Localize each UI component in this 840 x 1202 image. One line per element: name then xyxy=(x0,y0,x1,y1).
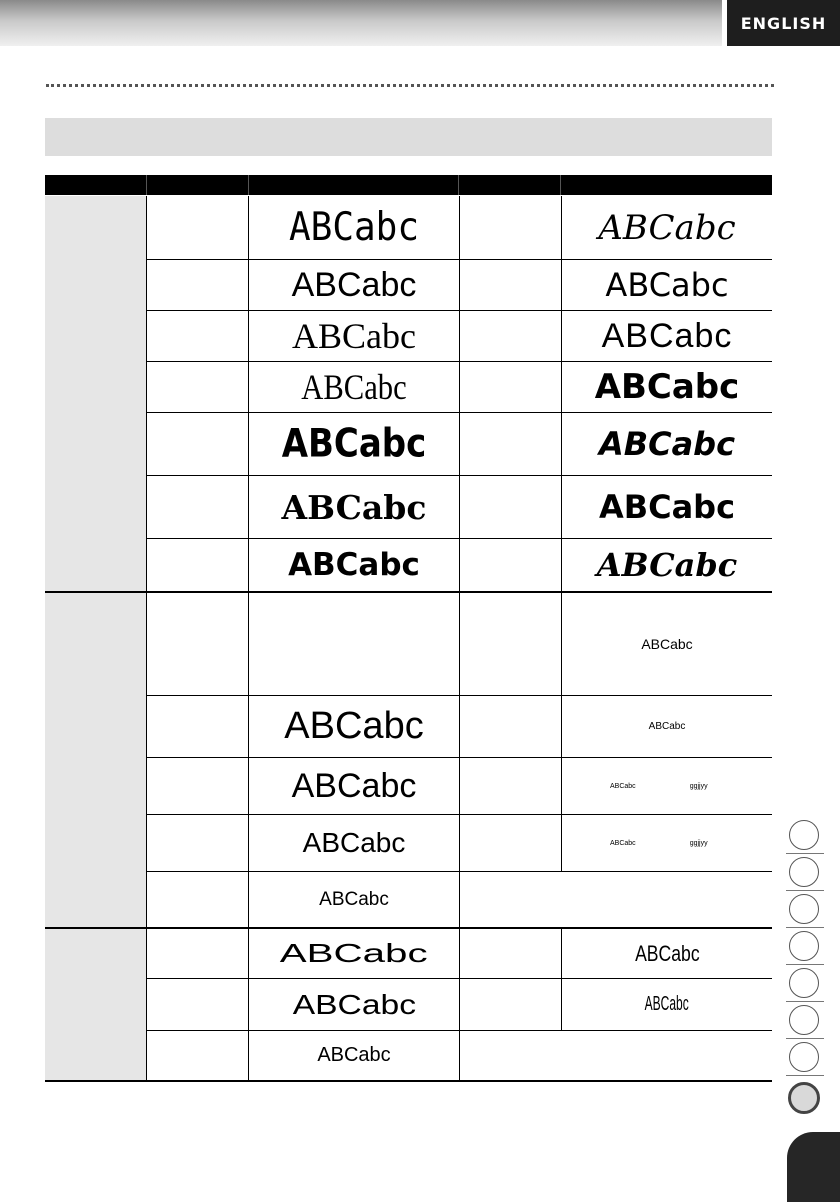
size-sample: ABCabc xyxy=(610,782,636,790)
row-divider xyxy=(147,871,772,872)
font-sample: ABCabc xyxy=(598,425,736,463)
font-sample: ABCabc xyxy=(598,488,736,526)
section-title-bar xyxy=(45,118,772,156)
font-sample: ABCabc xyxy=(288,204,420,251)
table-bottom-border xyxy=(45,1080,772,1082)
font-sample: ABCabc xyxy=(301,367,407,407)
font-sample: ABCabc xyxy=(594,367,740,407)
size-sample: ABCabc xyxy=(302,827,406,858)
chapter-tab-active[interactable] xyxy=(788,1082,820,1114)
font-sample: ABCabc xyxy=(605,266,729,304)
chapter-tab-circle[interactable] xyxy=(789,931,819,961)
font-sample: ABCabc xyxy=(292,316,416,356)
chapter-tab-circle[interactable] xyxy=(789,1042,819,1072)
size-sample: ABCabc xyxy=(648,721,686,732)
size-sample: ABCabc xyxy=(641,636,693,652)
width-sample: ABCabc xyxy=(644,993,690,1015)
row-divider xyxy=(147,1030,772,1031)
font-sample: ABCabc xyxy=(601,316,733,355)
width-sample: ABCabc xyxy=(292,988,416,1020)
group-cell-size xyxy=(45,592,147,927)
chapter-tab-circle[interactable] xyxy=(789,857,819,887)
font-sample: ABCabc xyxy=(291,265,417,304)
chapter-tab-circle[interactable] xyxy=(789,894,819,924)
size-sample: ABCabc xyxy=(610,839,636,847)
column-divider xyxy=(459,196,460,1080)
font-sample: ABCabc xyxy=(281,487,427,527)
header-gradient-bar xyxy=(0,0,722,46)
font-sample: ABCabc xyxy=(288,547,420,583)
font-sample: ABCabc xyxy=(598,207,736,248)
width-sample: ABCabc xyxy=(280,938,428,968)
size-sample: ABCabc xyxy=(319,888,389,910)
font-sample: ABCabc xyxy=(596,546,738,584)
size-sample: ABCabc xyxy=(284,705,424,747)
group-cell-font xyxy=(45,196,147,591)
width-sample: ABCabc xyxy=(634,940,700,966)
size-sample-descender: ggjjyy xyxy=(689,782,708,790)
width-sample: ABCabc xyxy=(317,1044,391,1066)
chapter-tab-circle[interactable] xyxy=(789,968,819,998)
language-tab: ENGLISH xyxy=(727,0,840,46)
size-sample: ABCabc xyxy=(291,766,417,805)
dotted-divider xyxy=(46,84,774,87)
table-header-row xyxy=(45,175,772,195)
font-sample: ABCabc xyxy=(281,421,427,467)
chapter-tab-circle[interactable] xyxy=(789,1005,819,1035)
chapter-tab-circle[interactable] xyxy=(789,820,819,850)
size-sample-descender: ggjjyy xyxy=(689,839,708,847)
page-number-tab xyxy=(787,1132,840,1202)
group-cell-width xyxy=(45,928,147,1080)
